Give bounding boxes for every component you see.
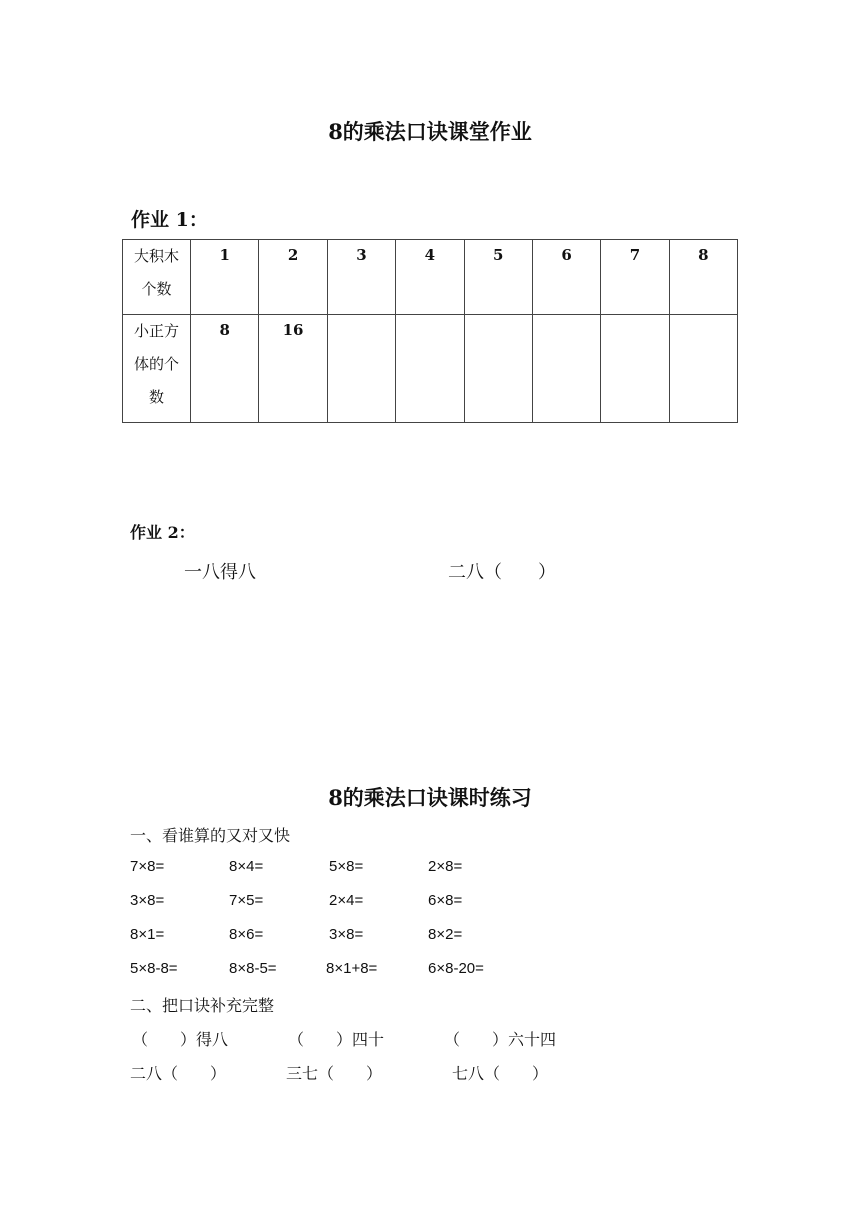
equation[interactable]: 8×1= — [130, 926, 165, 943]
table-cell-blank[interactable] — [532, 315, 600, 423]
table-cell: 7 — [601, 240, 669, 315]
row-header-big-blocks: 大积木 个数 — [123, 240, 191, 315]
homework-1-label: 作业 1： — [131, 209, 208, 231]
equation[interactable]: 8×4= — [229, 858, 264, 875]
table-row — [123, 315, 738, 423]
proverb-blank[interactable]: 二八（ ） — [448, 562, 556, 583]
table-cell: 8 — [191, 315, 259, 423]
table-cell: 2 — [259, 240, 327, 315]
equation[interactable]: 8×2= — [428, 926, 463, 943]
table-cell-blank[interactable] — [669, 315, 737, 423]
equation[interactable]: 8×1+8= — [326, 960, 378, 977]
table-cell: 6 — [532, 240, 600, 315]
equation[interactable]: 6×8-20= — [428, 960, 484, 977]
equation[interactable]: 3×8= — [130, 892, 165, 909]
equation[interactable]: 6×8= — [428, 892, 463, 909]
equation[interactable]: 2×4= — [329, 892, 364, 909]
fill-blank-item[interactable]: （ ）六十四 — [444, 1030, 557, 1049]
table-cell-blank[interactable] — [396, 315, 464, 423]
equation[interactable]: 7×5= — [229, 892, 264, 909]
fill-blank-item[interactable]: （ ）得八 — [132, 1030, 229, 1049]
table-cell: 8 — [669, 240, 737, 315]
homework-2-label: 作业 2： — [130, 523, 195, 542]
table-cell-blank[interactable] — [601, 315, 669, 423]
table-cell-blank[interactable] — [464, 315, 532, 423]
table-row — [123, 240, 738, 315]
equation[interactable]: 8×8-5= — [229, 960, 277, 977]
page-title: 8的乘法口诀课堂作业 — [328, 119, 532, 144]
fill-blank-item[interactable]: 二八（ ） — [130, 1064, 227, 1083]
blocks-table — [122, 239, 738, 423]
equation[interactable]: 2×8= — [428, 858, 463, 875]
table-cell-blank[interactable] — [327, 315, 395, 423]
proverb-item: 一八得八 — [184, 562, 256, 583]
part1-heading: 一、看谁算的又对又快 — [130, 826, 291, 845]
table-cell: 16 — [259, 315, 327, 423]
equation[interactable]: 5×8-8= — [130, 960, 178, 977]
table-cell: 5 — [464, 240, 532, 315]
table-cell: 3 — [327, 240, 395, 315]
section-title: 8的乘法口诀课时练习 — [328, 785, 532, 810]
fill-blank-item[interactable]: 七八（ ） — [452, 1064, 549, 1083]
equation[interactable]: 8×6= — [229, 926, 264, 943]
row-header-small-cubes: 小正方 体的个 数 — [123, 315, 191, 423]
table-cell: 1 — [191, 240, 259, 315]
table-cell: 4 — [396, 240, 464, 315]
part2-heading: 二、把口诀补充完整 — [130, 996, 275, 1015]
fill-blank-item[interactable]: 三七（ ） — [286, 1064, 383, 1083]
equation[interactable]: 7×8= — [130, 858, 165, 875]
fill-blank-item[interactable]: （ ）四十 — [288, 1030, 385, 1049]
equation[interactable]: 3×8= — [329, 926, 364, 943]
equation[interactable]: 5×8= — [329, 858, 364, 875]
